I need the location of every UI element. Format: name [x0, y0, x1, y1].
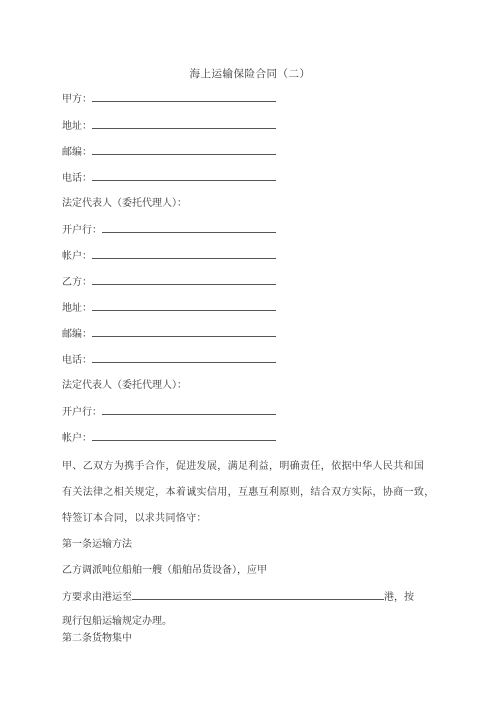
party-a-bank-label: 开户行： — [62, 225, 102, 236]
party-b-address-label: 地址： — [62, 303, 92, 314]
document-title: 海上运输保险合同（二） — [189, 68, 311, 80]
party-b-postcode-blank — [92, 327, 276, 337]
party-b-legal-rep-label: 法定代表人（委托代理人）： — [62, 380, 187, 391]
party-a-bank-blank — [102, 223, 276, 233]
party-b-postcode-label: 邮编： — [62, 329, 92, 340]
article1-line2-prefix: 方要求由港运至 — [62, 592, 132, 603]
party-b-phone-blank — [92, 353, 276, 363]
party-b-bank-row — [62, 405, 276, 420]
party-b-phone-label: 电话： — [62, 355, 92, 366]
party-a-address-blank — [92, 119, 276, 129]
party-a-address-row — [62, 119, 276, 134]
party-b-account-label: 帐户： — [62, 433, 92, 444]
intro-line: 甲、乙双方为携手合作，促进发展，满足利益，明确责任，依据中华人民共和国 — [62, 461, 425, 472]
party-a-account-blank — [92, 249, 276, 259]
party-a-account-row — [62, 249, 276, 264]
party-a-phone-row — [62, 171, 276, 186]
destination-port-blank — [132, 590, 384, 600]
party-a-postcode-label: 邮编： — [62, 147, 92, 158]
party-a-name-blank — [92, 92, 276, 102]
article1-line2 — [62, 590, 414, 605]
party-b-name-label: 乙方： — [62, 277, 92, 288]
party-a-postcode-blank — [92, 145, 276, 155]
party-a-legal-rep-label: 法定代表人（委托代理人）： — [62, 198, 187, 209]
party-a-name-label: 甲方： — [62, 94, 92, 105]
party-b-address-blank — [92, 301, 276, 311]
article1-line2-suffix: 港，按 — [384, 592, 414, 603]
article2-heading: 第二条货物集中 — [62, 633, 132, 644]
intro-line: 有关法律之相关规定，本着诚实信用，互惠互利原则，结合双方实际，协商一致， — [62, 487, 435, 498]
party-a-postcode-row — [62, 145, 276, 160]
party-a-address-label: 地址： — [62, 121, 92, 132]
party-b-address-row — [62, 301, 276, 316]
article1-line1: 乙方调派吨位船舶一艘（船舶吊货设备），应甲 — [62, 565, 267, 576]
party-a-phone-blank — [92, 171, 276, 181]
party-a-account-label: 帐户： — [62, 251, 92, 262]
party-b-name-row — [62, 275, 276, 290]
party-b-bank-blank — [102, 405, 276, 415]
party-a-bank-row — [62, 223, 276, 238]
party-b-phone-row — [62, 353, 276, 368]
party-b-account-row — [62, 431, 276, 446]
party-a-name-row — [62, 92, 276, 107]
article1-line3: 现行包船运输规定办理。 — [62, 616, 172, 627]
party-b-account-blank — [92, 431, 276, 441]
party-a-phone-label: 电话： — [62, 173, 92, 184]
intro-line: 特签订本合同，以求共同恪守： — [62, 513, 207, 524]
article1-heading: 第一条运输方法 — [62, 539, 132, 550]
party-b-name-blank — [92, 275, 276, 285]
party-b-postcode-row — [62, 327, 276, 342]
party-b-bank-label: 开户行： — [62, 407, 102, 418]
